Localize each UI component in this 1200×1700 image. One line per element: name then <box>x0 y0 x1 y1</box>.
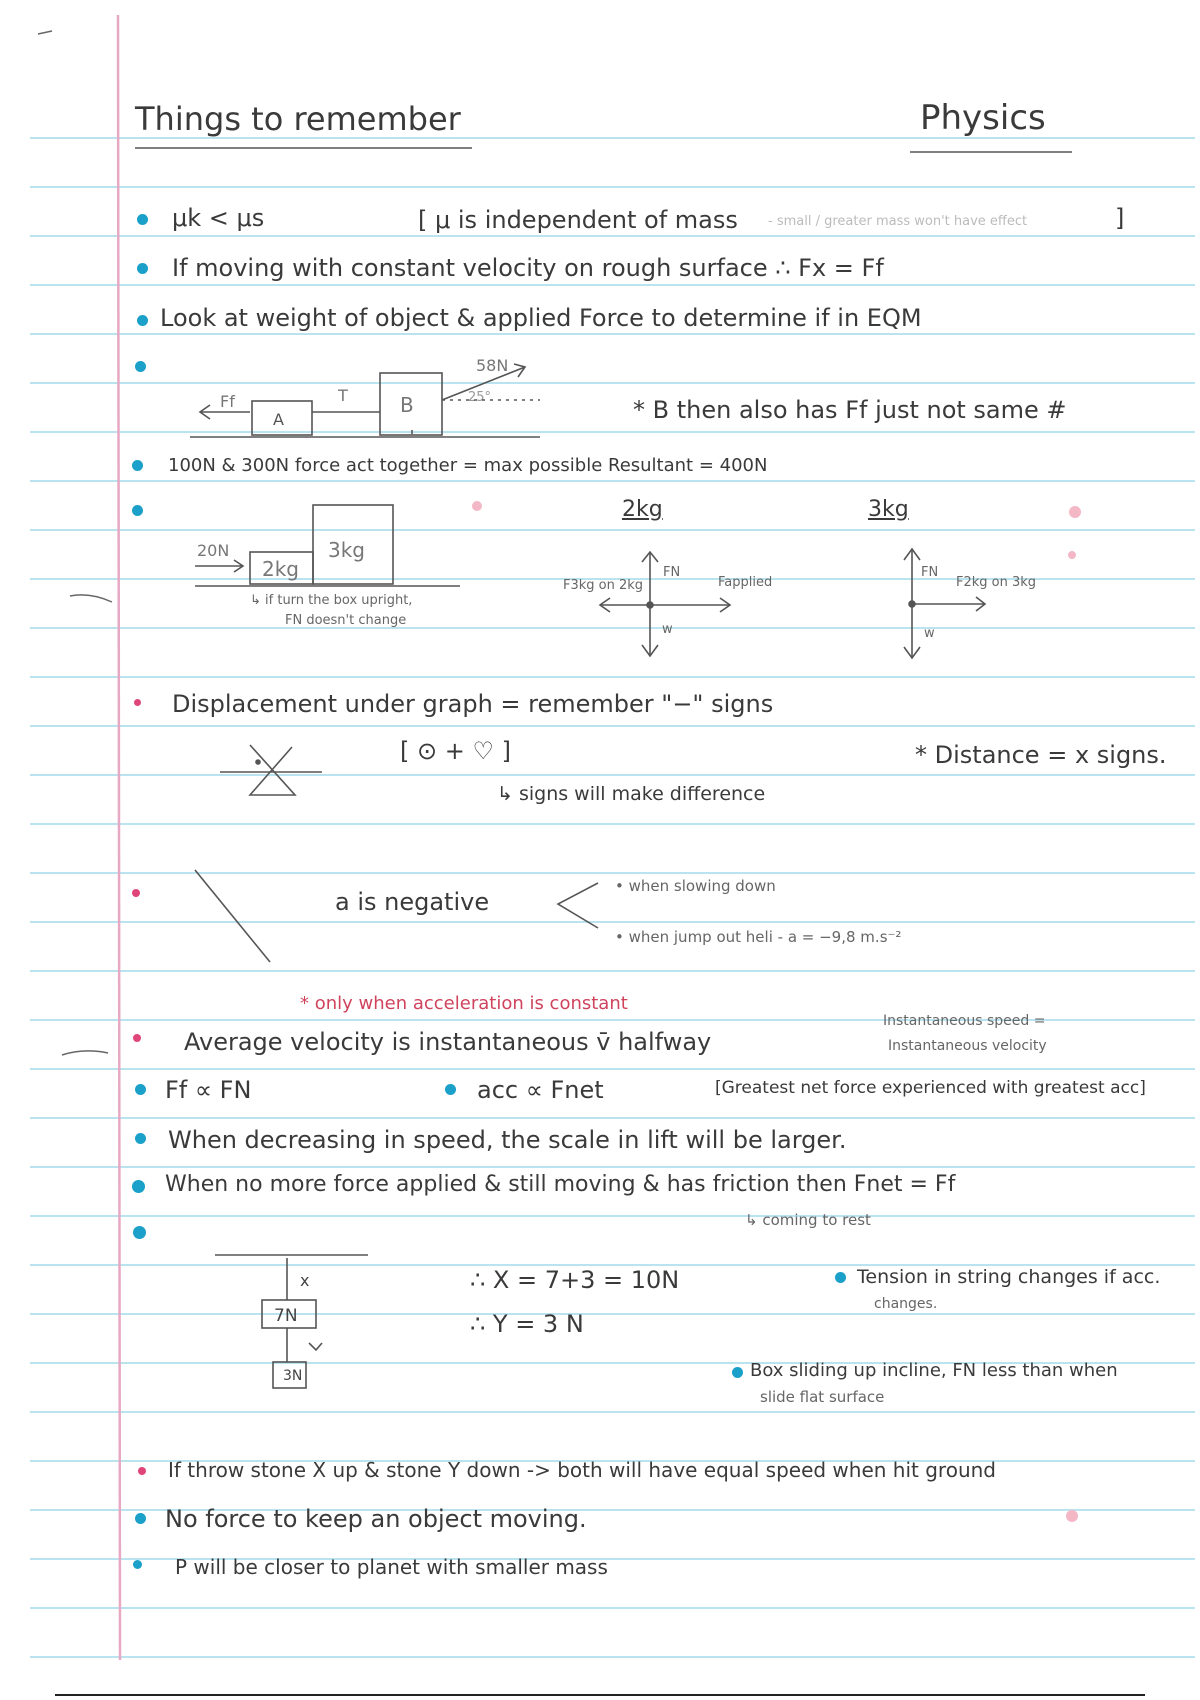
note-b-friction: * B then also has Ff just not same # <box>633 396 1067 424</box>
bullet <box>835 1272 846 1283</box>
margin-line <box>118 15 120 1660</box>
note-constant-velocity: If moving with constant velocity on rough surface ∴ Fx = Ff <box>172 254 884 282</box>
note-box-incline: Box sliding up incline, FN less than when <box>750 1360 1118 1381</box>
note-mu-close: ] <box>1115 204 1125 232</box>
note-mu-relation: μk < μs <box>172 204 265 232</box>
label-w-3: w <box>924 626 935 641</box>
note-coming-rest: ↳ coming to rest <box>745 1211 871 1229</box>
note-jump: • when jump out heli - a = −9,8 m.s⁻² <box>615 928 902 946</box>
note-stones: If throw stone X up & stone Y down -> both will have equal speed when hit ground <box>168 1458 996 1482</box>
label-3n: 3N <box>283 1368 303 1384</box>
note-a-negative: a is negative <box>335 888 490 916</box>
bullet <box>132 889 140 897</box>
note-inst-speed: Instantaneous speed = <box>883 1013 1046 1029</box>
bullet <box>445 1084 456 1095</box>
label-block-b: B <box>400 393 414 417</box>
bullet <box>137 263 148 274</box>
bullet <box>135 1133 146 1144</box>
label-tension: T <box>338 386 348 405</box>
note-bracket-signs: [ ⊙ + ♡ ] <box>400 737 511 765</box>
bullet <box>132 505 143 516</box>
note-ff-fn: Ff ∝ FN <box>165 1076 252 1104</box>
label-f2on3: F2kg on 3kg <box>956 575 1037 590</box>
label-7n: 7N <box>274 1306 298 1326</box>
label-2kg-block: 2kg <box>262 557 300 581</box>
note-lift: When decreasing in speed, the scale in lift will be larger. <box>168 1126 847 1154</box>
label-20n: 20N <box>197 541 230 560</box>
note-distance: * Distance = x signs. <box>915 741 1167 769</box>
note-only-constant: * only when acceleration is constant <box>300 993 628 1014</box>
note-tension-2: changes. <box>874 1296 938 1312</box>
note-no-force: When no more force applied & still moving & has friction then Fnet = Ff <box>165 1172 956 1197</box>
bullet <box>134 699 141 706</box>
bullet <box>135 1084 146 1095</box>
note-resultant: 100N & 300N force act together = max possible Resultant = 400N <box>168 455 768 476</box>
bullet <box>135 1513 146 1524</box>
note-inst-velocity: Instantaneous velocity <box>888 1038 1047 1054</box>
fbd-3kg-title: 3kg <box>868 497 909 522</box>
bullet <box>137 315 148 326</box>
label-f3on2: F3kg on 2kg <box>563 578 644 593</box>
bullet <box>135 361 146 372</box>
note-mu-bracket: [ μ is independent of mass <box>418 206 738 234</box>
note-displacement: Displacement under graph = remember "−" signs <box>172 690 774 718</box>
note-fn-2: FN doesn't change <box>285 613 407 628</box>
bullet <box>133 1226 146 1239</box>
bullet <box>138 1467 146 1475</box>
note-fn-1: ↳ if turn the box upright, <box>250 593 413 608</box>
bullet <box>133 1034 141 1042</box>
fbd-2kg-title: 2kg <box>622 497 663 522</box>
note-planet: P will be closer to planet with smaller mass <box>175 1555 608 1579</box>
note-mu-faint: - small / greater mass won't have effect <box>768 214 1028 229</box>
note-x-eq: ∴ X = 7+3 = 10N <box>470 1266 680 1294</box>
subject-label: Physics <box>920 98 1046 138</box>
note-slowing: • when slowing down <box>615 877 776 895</box>
page-title: Things to remember <box>135 100 461 138</box>
note-no-keep: No force to keep an object moving. <box>165 1505 587 1533</box>
note-signs-matter: ↳ signs will make difference <box>497 783 766 805</box>
label-3kg-block: 3kg <box>328 538 366 562</box>
note-box-incline-2: slide flat surface <box>760 1388 885 1406</box>
note-look-weight: Look at weight of object & applied Force to determine if in EQM <box>160 304 922 332</box>
bullet <box>133 1560 142 1569</box>
note-average: Average velocity is instantaneous v̄ halfway <box>184 1028 712 1056</box>
bullet <box>732 1367 743 1378</box>
label-fn-3: FN <box>921 565 939 580</box>
label-58n: 58N <box>476 356 509 375</box>
bullet <box>137 214 148 225</box>
note-acc-fnet: acc ∝ Fnet <box>477 1076 604 1104</box>
bullet <box>132 460 143 471</box>
label-angle: 25° <box>468 390 492 405</box>
bullet <box>132 1180 145 1193</box>
label-fn: FN <box>663 565 681 580</box>
label-ff: Ff <box>220 392 235 411</box>
label-w: w <box>662 622 673 637</box>
label-x: x <box>300 1271 310 1290</box>
note-y-eq: ∴ Y = 3 N <box>470 1310 584 1338</box>
label-block-a: A <box>273 410 284 429</box>
note-tension: Tension in string changes if acc. <box>857 1266 1161 1288</box>
label-fapplied: Fapplied <box>718 575 773 590</box>
note-greatest: [Greatest net force experienced with greatest acc] <box>715 1078 1146 1098</box>
